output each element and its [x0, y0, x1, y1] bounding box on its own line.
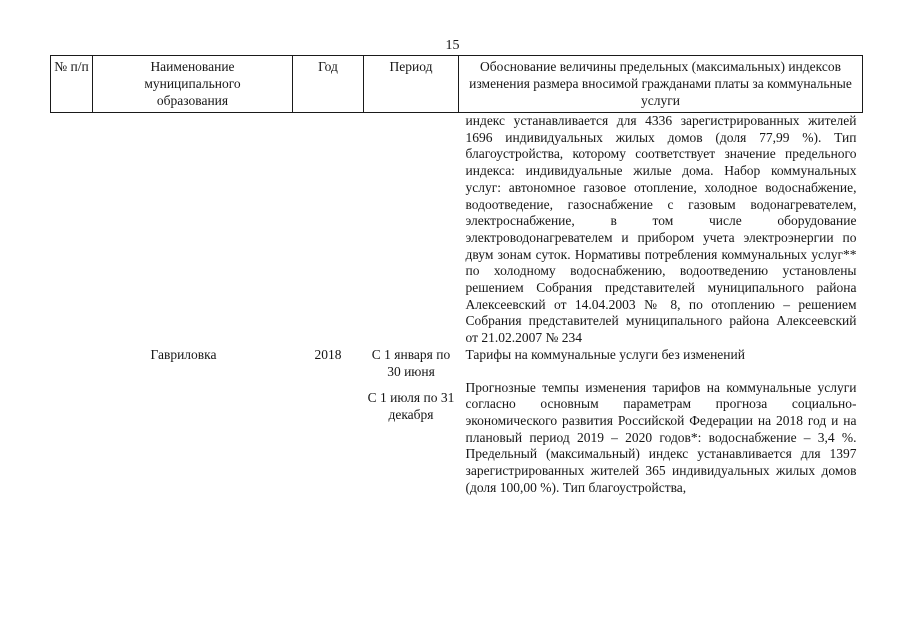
header-num: № п/п	[51, 56, 93, 113]
table-header	[51, 56, 863, 113]
table-row	[51, 347, 863, 497]
period-second-half: С 1 июля по 31 декабря	[367, 390, 455, 422]
cell-municipality-name	[93, 113, 293, 347]
cell-period	[364, 113, 459, 347]
table-row	[51, 113, 863, 347]
period-first-half: С 1 января по 30 июня	[371, 346, 451, 379]
header-municipality-name: Наименование муниципального образования	[93, 56, 293, 113]
header-year: Год	[293, 56, 364, 113]
page-number: 15	[445, 38, 460, 53]
cell-num	[51, 113, 93, 347]
cell-year	[293, 113, 364, 347]
cell-year: 2018	[314, 346, 342, 362]
basis-second-half: Прогнозные темпы изменения тарифов на коммунальные услуги согласно основным параметрам прогноза социально-экономического развития Российской Федерации на 2018 год и на плановый период 2019 – 2020 годов*: водоснабжение – 3,4 %. Предельный (максимальный) индекс устанавливается для 1397 зарегистрированных жителей 365 индивидуальных жилых домов (доля 100,00 %). Тип благоустройства,	[465, 379, 857, 495]
header-basis: Обоснование величины предельных (максимальных) индексов изменения размера вносимой гражданами платы за коммунальные услуги	[459, 56, 863, 113]
cell-period	[364, 347, 459, 497]
cell-basis: индекс устанавливается для 4336 зарегистрированных жителей 1696 индивидуальных жилых домов (доля 77,99 %). Тип благоустройства, которому соответствует значение предельного индекса: индивидуальные жилые дома. Набор коммунальных услуг: автономное газовое отопление, холодное водоснабжение, водоотведение, газоснабжение с газовым водонагревателем, электроснабжение, в том числе оборудование электроводонагревателем и прибором учета электроэнергии по двум зонам суток. Нормативы потребления коммунальных услуг** по холодному водоснабжению, водоотведению установлены решением Собрания представителей муниципального района Алексеевский от 14.04.2003 № 8, по отоплению – решением Собрания представителей муниципального района Алексеевский от 21.02.2007 № 234	[465, 113, 857, 346]
header-period: Период	[364, 56, 459, 113]
cell-num	[51, 347, 93, 497]
tariff-index-table	[50, 55, 863, 496]
cell-municipality-name: Гавриловка	[150, 346, 217, 362]
cell-basis	[459, 347, 863, 497]
basis-first-half: Тарифы на коммунальные услуги без изменений	[465, 346, 745, 362]
